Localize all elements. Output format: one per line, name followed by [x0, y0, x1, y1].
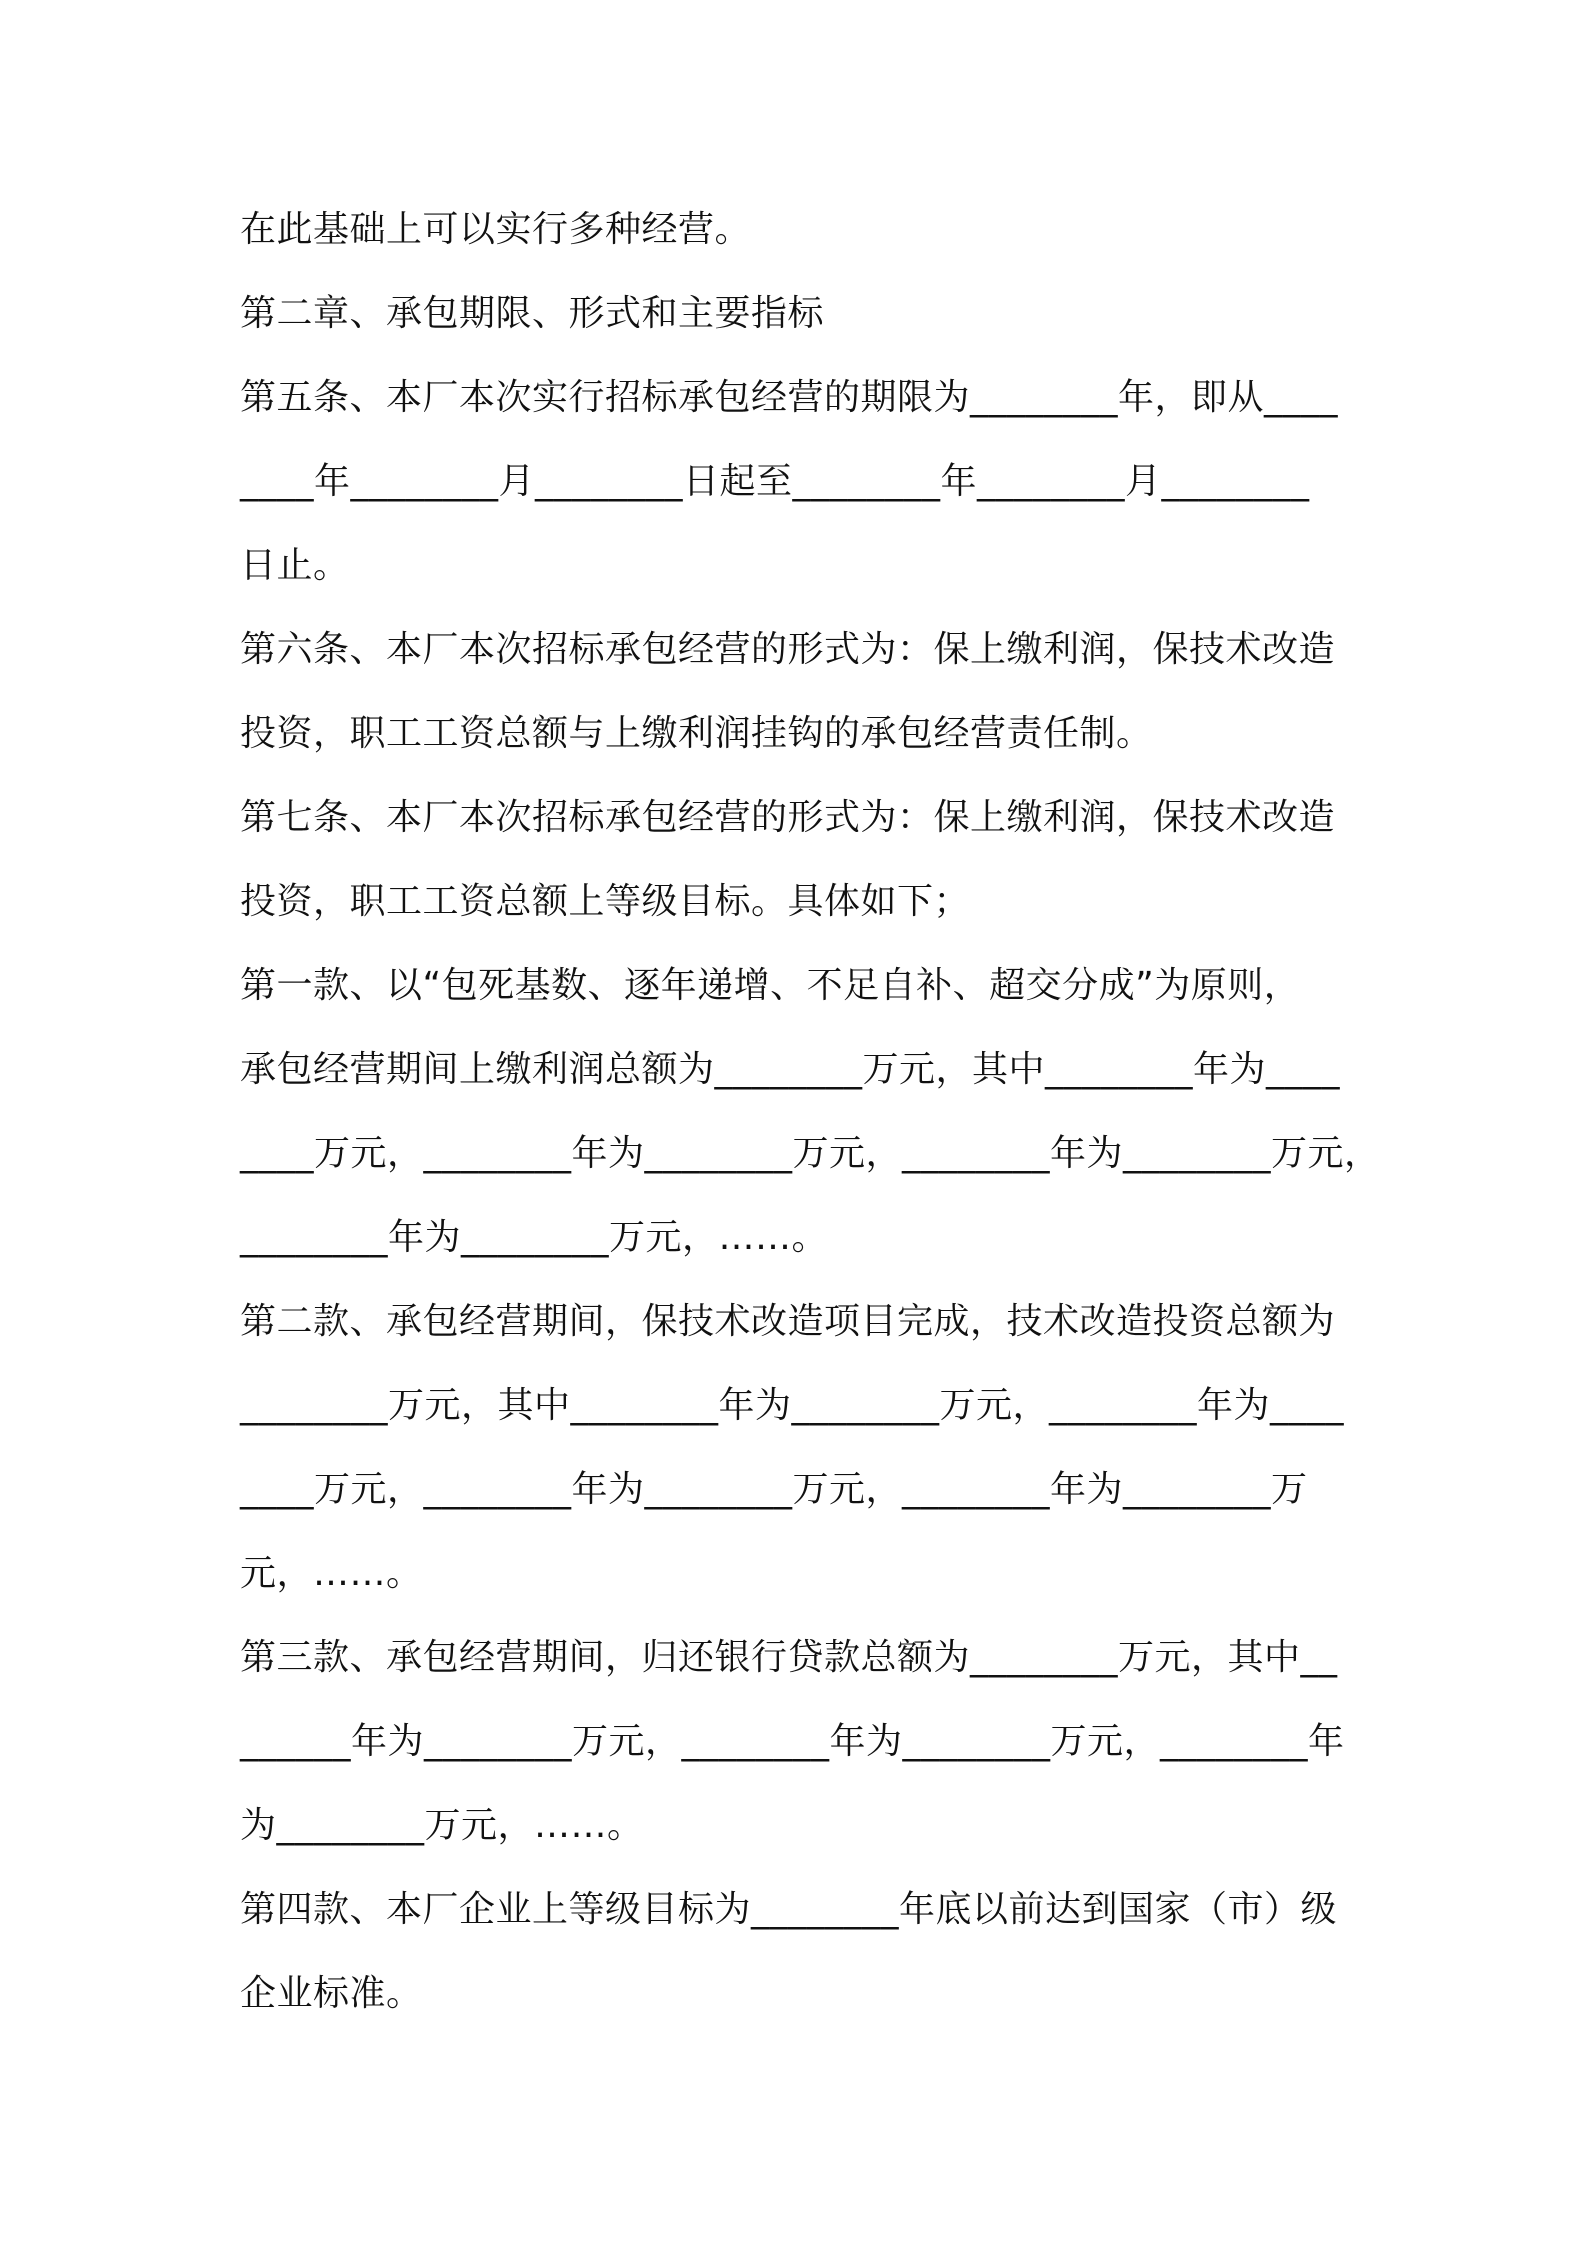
- article-5-line-3: 日止。: [240, 545, 350, 586]
- clause-1-line-2: 承包经营期间上缴利润总额为________万元，其中________年为____: [240, 1049, 1341, 1090]
- article-6-line-1: 第六条、本厂本次招标承包经营的形式为：保上缴利润，保技术改造: [240, 629, 1336, 670]
- clause-2-line-2: ________万元，其中________年为________万元，________年为____: [240, 1385, 1345, 1426]
- text-line-1: 在此基础上可以实行多种经营。: [240, 209, 752, 250]
- clause-2-line-1: 第二款、承包经营期间，保技术改造项目完成，技术改造投资总额为: [240, 1301, 1336, 1342]
- clause-3-line-3: 为________万元，……。: [240, 1805, 644, 1846]
- clause-1-line-4: ________年为________万元，……。: [240, 1217, 829, 1258]
- clause-1-line-1: 第一款、以“包死基数、逐年递增、不足自补、超交分成”为原则，: [240, 965, 1301, 1006]
- chapter-heading: 第二章、承包期限、形式和主要指标: [240, 293, 825, 334]
- clause-3-line-2: ______年为________万元，________年为________万元，________年: [240, 1721, 1345, 1762]
- clause-3-line-1: 第三款、承包经营期间，归还银行贷款总额为________万元，其中__: [240, 1637, 1338, 1678]
- clause-1-line-3: ____万元，________年为________万元，________年为________万元，: [240, 1133, 1381, 1174]
- clause-2-line-3: ____万元，________年为________万元，________年为________万: [240, 1469, 1308, 1510]
- article-7-line-2: 投资，职工工资总额上等级目标。具体如下；: [240, 881, 971, 922]
- clause-4-line-2: 企业标准。: [240, 1973, 423, 2014]
- article-5-line-1: 第五条、本厂本次实行招标承包经营的期限为________年，即从____: [240, 377, 1339, 418]
- article-5-line-2: ____年________月________日起至________年________月________: [240, 461, 1310, 502]
- article-6-line-2: 投资，职工工资总额与上缴利润挂钩的承包经营责任制。: [240, 713, 1153, 754]
- clause-2-line-4: 元，……。: [240, 1553, 423, 1594]
- article-7-line-1: 第七条、本厂本次招标承包经营的形式为：保上缴利润，保技术改造: [240, 797, 1336, 838]
- clause-4-line-1: 第四款、本厂企业上等级目标为________年底以前达到国家（市）级: [240, 1889, 1338, 1930]
